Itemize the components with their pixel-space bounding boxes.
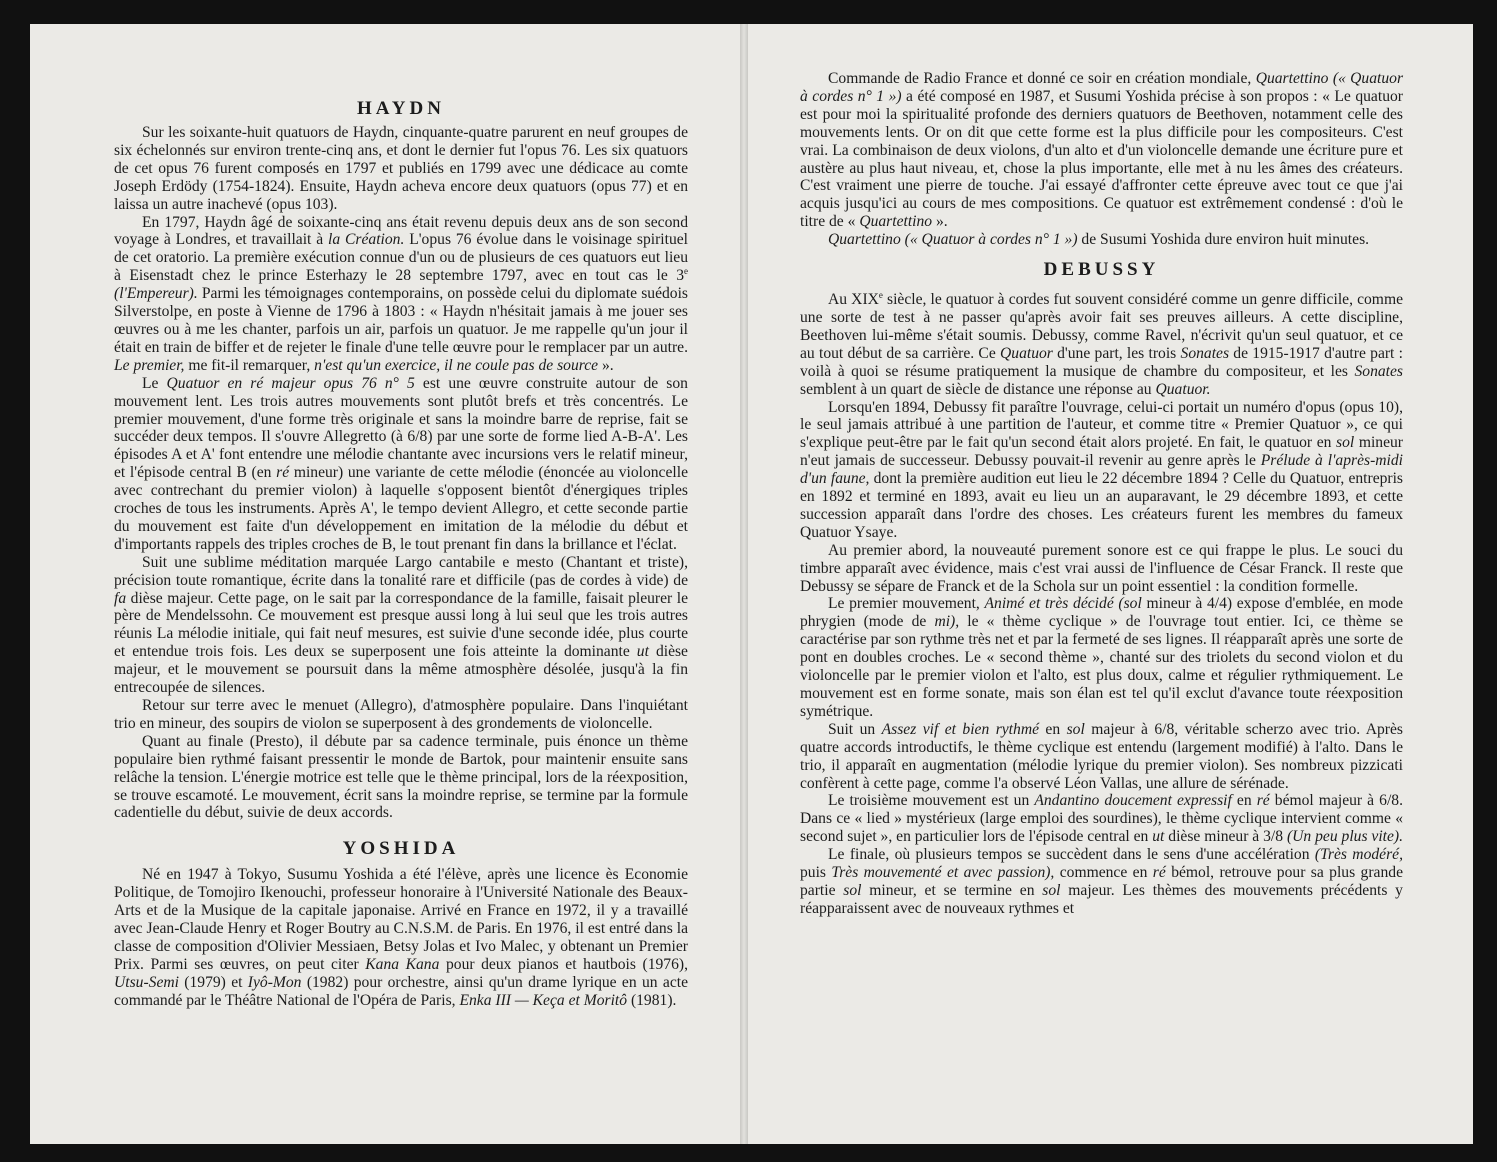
text: Commande de Radio France et donné ce soir en création mondiale, [828, 70, 1256, 87]
haydn-heading: HAYDN [357, 98, 445, 119]
italic-text: Enka III — Keça et Moritô [459, 991, 628, 1009]
text: mineur, et se termine en [861, 881, 1043, 899]
text: puis [800, 864, 832, 882]
italic-text: Prélude à l'après-midi d'un faune, [800, 452, 1403, 488]
italic-text: Kana Kana [365, 955, 440, 973]
text: Le [142, 374, 167, 392]
superscript: e [684, 266, 688, 277]
italic-text: Le premier, [114, 356, 185, 374]
yoshida-paragraph [800, 231, 1403, 249]
text: bémol, retrouve pour sa plus grande partie [800, 864, 1403, 899]
text: a été composé en 1987, et Susumi Yoshida précise à son propos : « Le quatuor est pour moi la spiritualité profonde des derniers quatuors de Beethoven, notamment celle des mouvements lents. Or on dit que cette forme est la plus difficile pour les compositeurs. C'est vrai. La combinaison de deux violons, d'un alto et d'un violoncelle demande une écriture pure et austère au plus haut niveau, et, chose la plus importante, elle met à nu les âmes des créateurs. C'est vraiment une pierre de touche. J'ai essayé d'affronter cette épreuve avec tout ce que j'ai acquis jusqu'ici au cours de mes compositions. Ce quatuor est extrêmement condensé : d'où le titre de « [800, 87, 1403, 231]
text: mineur) une variante de cette mélodie (énoncée au violoncelle avec contrechant du premier violon) à laquelle s'opposent bientôt d'énergiques triples croches de tous les instruments. Après A', le tempo devient Allegro, et cette seconde partie du mouvement est faite d'un développement en imitation de la mélodie du début et d'importants rappels des triples croches de B, le tout prenant fin dans la brillance et l'éclat. [114, 464, 688, 553]
italic-text: Quatuor [1000, 344, 1053, 362]
italic-text: Quartettino (« Quatuor à cordes n° 1 ») [828, 231, 1078, 249]
debussy-heading: DEBUSSY [1043, 259, 1160, 281]
italic-text: mi), [934, 613, 960, 631]
text: pour deux pianos et hautbois (1976), [439, 955, 688, 973]
text: Lorsqu'en 1894, Debussy fit paraître l'ouvrage, celui-ci portait un numéro d'opus (opus 10), le seul jamais attribué à une partition de l'auteur, et comme titre « Premier Quatuor », ce qui s'explique peut-être par le fait qu'un second était alors projeté. En fait, le quatuor en [800, 398, 1403, 452]
italic-text: n'est qu'un exercice, il ne coule pas de source [314, 356, 599, 374]
italic-text: sol [1066, 720, 1085, 738]
italic-text: Sonates [1354, 362, 1403, 380]
italic-text: Iyô-Mon [247, 973, 302, 991]
italic-text: Quatuor en ré majeur opus 76 n° 5 [166, 374, 415, 392]
debussy-paragraph [800, 595, 1403, 720]
debussy-paragraph [800, 792, 1403, 846]
haydn-paragraph [114, 214, 688, 375]
italic-text: Andantino doucement expressif [1034, 792, 1232, 810]
text: En 1797, Haydn âgé de soixante-cinq ans était revenu depuis deux ans de son second voyage à Londres, et travaillait à [114, 213, 688, 249]
text: Parmi les témoignages contemporains, on possède celui du diplomate suédois Silverstolpe, en poste à Vienne de 1796 à 1803 : « Haydn n'hésitait jamais à me jouer ses œuvres ou à me les chanter, parfois un air, parfois un quatuor. Je me rappelle qu'un jour il était en train de biffer et de rejeter le finale d'une telle œuvre pour le remplacer par un autre. [114, 285, 688, 356]
text: ». [598, 356, 614, 374]
text: dièse majeur. Cette page, on le sait par la correspondance de la famille, faisait pleurer le père de Mendelssohn. Ce mouvement est presque aussi long à lui seul que les trois autres réunis La mélodie initiale, qui fait neuf mesures, est suivie d'une seconde idée, plus courte et entendue trois fois. Les deux se superposent une fois atteinte la dominante [114, 589, 688, 661]
italic-text: (l'Empereur). [114, 285, 198, 303]
text: Retour sur terre avec le menuet (Allegro), d'atmosphère populaire. Dans l'inquiétant trio en mineur, des soupirs de violon se superposent à des grondements de violoncelle. [114, 697, 688, 732]
text: dont la première audition eut lieu le 22 décembre 1894 ? Celle du Quatuor, entrepris en 1892 et terminé en 1893, avait eu lieu un an auparavant, le 29 décembre 1893, et cette succession apparaît dans l'ordre des choses. Les créateurs furent les membres du fameux Quatuor Ysaye. [800, 470, 1404, 541]
text: Le finale, où plusieurs tempos se succèdent dans le sens d'une accélération [828, 846, 1315, 864]
yoshida-heading: YOSHIDA [342, 838, 460, 860]
text: majeur à 6/8, véritable scherzo avec trio. Après quatre accords introductifs, le thème cyclique est entendu (largement modifié) à l'alto. Dans le trio, il apparaît en augmentation (mélodie lyrique du premier violon). Ses nombreux pizzicati confèrent à cette page, comme l'a observé Léon Vallas, une allure de sérénade. [800, 720, 1403, 792]
italic-text: Utsu-Semi [114, 973, 179, 991]
italic-text: ré [276, 464, 290, 482]
text: dièse mineur à 3/8 [1164, 828, 1287, 846]
italic-text: sol [843, 881, 862, 899]
text: Le premier mouvement, [828, 595, 985, 613]
haydn-paragraph [114, 375, 688, 554]
text: (1982) pour orchestre, ainsi qu'un drame lyrique en un acte commandé par le Théâtre National de l'Opéra de Paris, [114, 973, 688, 1009]
text: ». [932, 213, 948, 231]
yoshida-paragraph [800, 70, 1403, 231]
text: de Susumi Yoshida dure environ huit minutes. [1077, 231, 1370, 249]
italic-text: Quartettino [859, 213, 933, 231]
text: (1979) et [178, 973, 248, 991]
text: (1981). [627, 991, 677, 1009]
italic-text: (Un peu plus vite). [1286, 828, 1404, 846]
italic-text: Animé et très décidé (sol [984, 595, 1142, 613]
haydn-paragraph [114, 554, 688, 697]
text: siècle, le quatuor à cordes fut souvent considéré comme un genre difficile, comme une sorte de test à ne passer qu'après avoir fait ses preuves ailleurs. A cette discipline, Beethoven lui-même s'était soumis. Debussy, comme Ravel, n'écrivit qu'un seul quatuor, et ce au tout début de sa carrière. Ce [800, 291, 1403, 362]
text: majeur. Les thèmes des mouvements précédents y réapparaissent avec de nouveaux rythmes et [800, 881, 1403, 917]
text: mineur n'eut jamais de successeur. Debussy pouvait-il revenir au genre après le [800, 434, 1403, 470]
text: en [1039, 720, 1067, 738]
italic-text: ré [1152, 864, 1166, 882]
superscript: e [878, 289, 883, 300]
right-page [748, 24, 1473, 1144]
italic-text: (Très modéré, [1314, 846, 1403, 864]
italic-text: fa [114, 589, 127, 607]
text: dièse majeur, et le mouvement se poursuit dans la même atmosphère désolée, jusqu'à la fin entrecoupée de silences. [114, 643, 688, 697]
text: L'opus 76 évolue dans le voisinage spirituel de cet oratorio. La première exécution connue d'un ou de plusieurs de ces quatuors eut lieu à Eisenstadt chez le prince Esterhazy le 28 septembre 1797, avec en tout cas le 3 [114, 231, 689, 285]
text: semblent à un quart de siècle de distance une réponse au [800, 380, 1156, 398]
text: bémol majeur à 6/8. Dans ce « lied » mystérieux (large emploi des sourdines), le thème cyclique intervient comme « second sujet », en particulier lors de l'épisode central en [800, 792, 1403, 846]
yoshida-paragraph [114, 866, 688, 1009]
haydn-paragraph [114, 697, 688, 733]
haydn-paragraph [114, 124, 688, 214]
text: Né en 1947 à Tokyo, Susumu Yoshida a été l'élève, après une licence ès Economie Politique, de Tomojiro Ikenouchi, professeur honoraire à l'Université Nationale des Beaux-Arts et de la Musique de la capitale japonaise. Arrivé en France en 1972, il y a travaillé avec Jean-Claude Henry et Roger Boutry au C.N.S.M. de Paris. En 1976, il est entré dans la classe de composition d'Olivier Messiaen, Betsy Jolas et Ivo Malec, y obtenant un Premier Prix. Parmi ses œuvres, on peut citer [114, 866, 688, 973]
text: Au XIX [828, 291, 879, 309]
italic-text: sol [1336, 434, 1355, 452]
text: Le troisième mouvement est un [828, 792, 1035, 810]
text: me fit-il remarquer, [184, 356, 315, 374]
italic-text: Sonates [1180, 344, 1230, 362]
text: Au premier abord, la nouveauté purement sonore est ce qui frappe le plus. Le souci du timbre apparaît avec évidence, mais c'est vrai aussi de l'influence de César Franck. Il reste que Debussy se sépare de Franck et de la Schola sur un point essentiel : la condition formelle. [800, 541, 1403, 595]
italic-text: Quartettino (« Quatuor à cordes n° 1 ») [800, 70, 1404, 105]
text: est une œuvre construite autour de son mouvement lent. Les trois autres mouvements sont plutôt brefs et très concentrés. Le premier mouvement, d'une forme très originale et sans la moindre barre de reprise, fait se succéder deux tempos. Il s'ouvre Allegretto (à 6/8) par une sorte de forme lied A-B-A'. Les épisodes A et A' font entendre une mélodie chantante avec incursions vers le relatif mineur, et l'épisode central B (en [114, 374, 688, 482]
debussy-paragraph [800, 542, 1403, 596]
debussy-paragraph [800, 291, 1403, 398]
text: de 1915-1917 d'autre part : voilà à quoi se résume pratiquement la musique de chambre du compositeur, et les [800, 344, 1403, 380]
italic-text: Quatuor. [1155, 380, 1211, 398]
left-page [30, 24, 740, 1144]
text: Sur les soixante-huit quatuors de Haydn, cinquante-quatre parurent en neuf groupes de six échelonnés sur environ trente-cinq ans, et dont le dernier fut l'opus 76. Les six quatuors de cet opus 76 furent composés en 1797 et publiés en 1799 avec une dédicace au comte Joseph Erdödy (1754-1824). Ensuite, Haydn acheva encore deux quatuors (opus 77) et en laissa un autre inachevé (opus 103). [114, 124, 688, 213]
debussy-paragraph [800, 846, 1403, 918]
italic-text: Assez vif et bien rythmé [881, 720, 1039, 738]
text: le « thème cyclique » de l'ouvrage tout entier. Ici, ce thème se caractérise par son rythme très net et par la fermeté de ses lignes. Il réapparaît après une sorte de pont en doubles croches. Le « second thème », chanté sur des triolets du second violon et du violoncelle par le premier violon et l'alto, est plus doux, calme et régulier rythmiquement. Le mouvement est en forme sonate, mais son élan est tel qu'il exclut d'avance toute réexposition symétrique. [800, 613, 1403, 720]
text: en [1231, 792, 1257, 810]
italic-text: ré [1256, 792, 1270, 810]
text: mineur à 4/4) expose d'emblée, en mode phrygien (mode de [800, 595, 1403, 631]
text: d'une part, les trois [1052, 344, 1181, 362]
italic-text: ut [1152, 828, 1165, 846]
text: commence en [1054, 864, 1153, 882]
italic-text: ut [636, 643, 649, 661]
debussy-paragraph [800, 399, 1403, 542]
italic-text: Très mouvementé et avec passion), [831, 864, 1055, 882]
text: Suit un [828, 720, 882, 738]
text: Quant au finale (Presto), il débute par sa cadence terminale, puis énonce un thème populaire bien rythmé faisant pressentir le monde de Bartok, pour maintenir ensuite sans relâche la tension. L'énergie motrice est telle que le thème principal, lors de la réexposition, se trouve escamoté. Le mouvement, écrit sans la moindre reprise, se termine par la formule cadentielle du début, suivie de deux accords. [114, 732, 688, 822]
text: Suit une sublime méditation marquée Largo cantabile e mesto (Chantant et triste), précision toute romantique, écrite dans la tonalité rare et difficile (pas de cordes à vide) de [114, 553, 688, 589]
italic-text: la Création. [328, 231, 405, 249]
italic-text: sol [1042, 881, 1061, 899]
debussy-paragraph [800, 721, 1403, 793]
haydn-paragraph [114, 733, 688, 823]
page-gutter [740, 24, 748, 1144]
